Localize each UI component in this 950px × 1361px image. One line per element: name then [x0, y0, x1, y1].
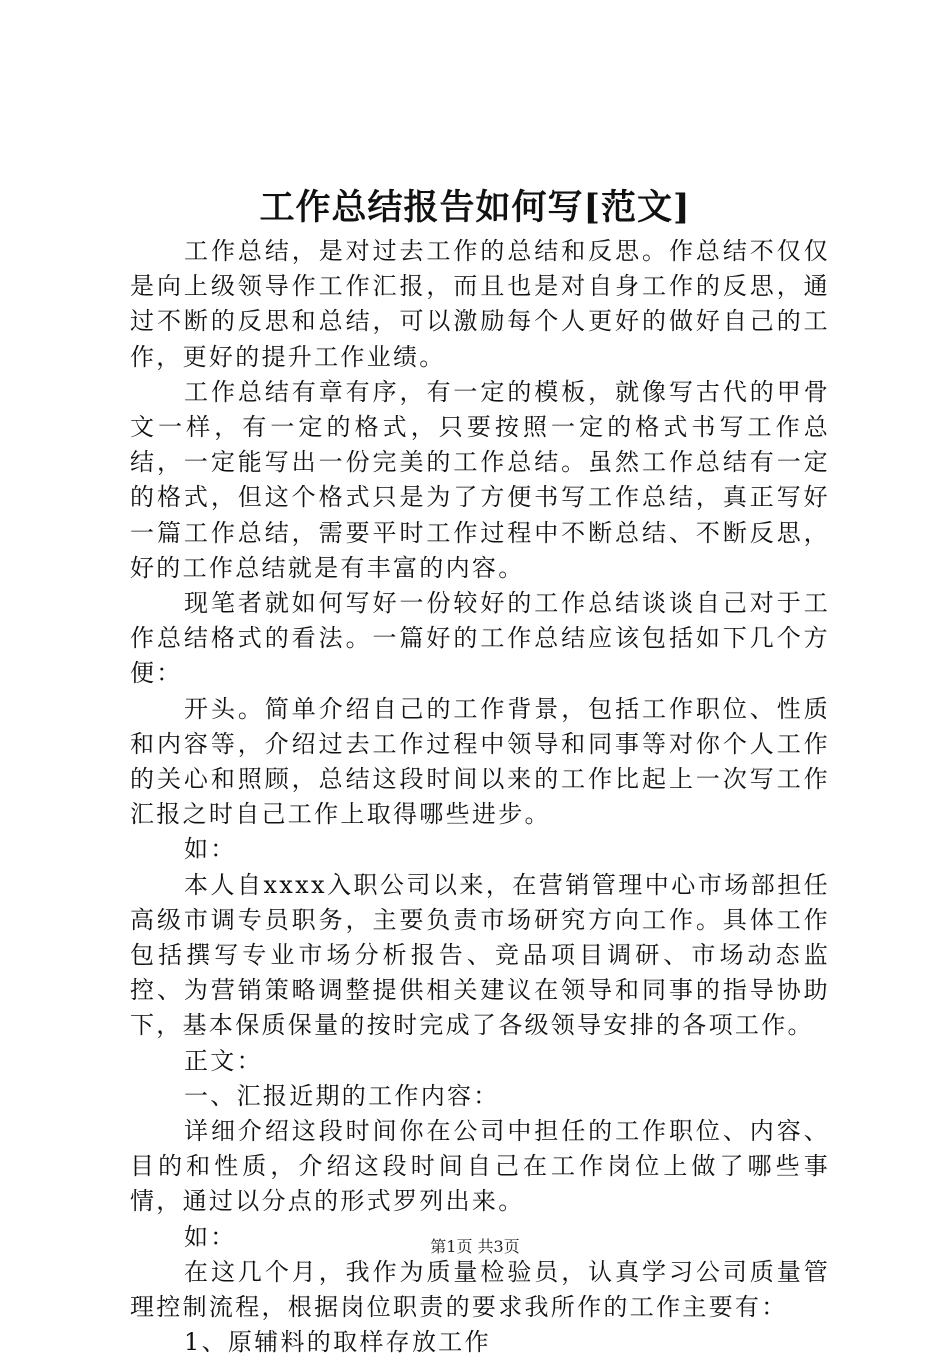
- paragraph: 在这几个月，我作为质量检验员，认真学习公司质量管理控制流程，根据岗位职责的要求我所作的工作主要有：: [130, 1257, 830, 1322]
- document-title: 工作总结报告如何写[范文]: [259, 187, 691, 228]
- paragraph: 如：: [184, 835, 237, 864]
- page-number-footer: 第1页 共3页: [430, 1237, 520, 1256]
- paragraph: 工作总结，是对过去工作的总结和反思。作总结不仅仅是向上级领导作工作汇报，而且也是对自身工作的反思，通过不断的反思和总结，可以激励每个人更好的做好自己的工作，更好的提升工作业绩。: [130, 237, 830, 371]
- paragraph: 开头。简单介绍自己的工作背景，包括工作职位、性质和内容等，介绍过去工作过程中领导和同事等对你个人工作的关心和照顾，总结这段时间以来的工作比起上一次写工作汇报之时自己工作上取得哪些进步。: [130, 694, 830, 829]
- document-body: [130, 234, 830, 1361]
- paragraph: 工作总结有章有序，有一定的模板，就像写古代的甲骨文一样，有一定的格式，只要按照一定的格式书写工作总结，一定能写出一份完美的工作总结。虽然工作总结有一定的格式，但这个格式只是为了方便书写工作总结，真正写好一篇工作总结，需要平时工作过程中不断总结、不断反思，好的工作总结就是有丰富的内容。: [130, 377, 830, 582]
- paragraph: 如：: [184, 1222, 237, 1251]
- paragraph: 现笔者就如何写好一份较好的工作总结谈谈自己对于工作总结格式的看法。一篇好的工作总结应该包括如下几个方便：: [130, 589, 830, 688]
- paragraph: 本人自xxxx入职公司以来，在营销管理中心市场部担任高级市调专员职务，主要负责市场研究方向工作。具体工作包括撰写专业市场分析报告、竞品项目调研、市场动态监控、为营销策略调整提供相关建议在领导和同事的指导协助下，基本保质保量的按时完成了各级领导安排的各项工作。: [130, 870, 830, 1040]
- paragraph: 一、汇报近期的工作内容：: [184, 1081, 500, 1110]
- paragraph: 正文：: [184, 1046, 263, 1075]
- paragraph: 1、原辅料的取样存放工作: [184, 1328, 491, 1357]
- paragraph: 详细介绍这段时间你在公司中担任的工作职位、内容、目的和性质，介绍这段时间自己在工作岗位上做了哪些事情，通过以分点的形式罗列出来。: [130, 1117, 830, 1216]
